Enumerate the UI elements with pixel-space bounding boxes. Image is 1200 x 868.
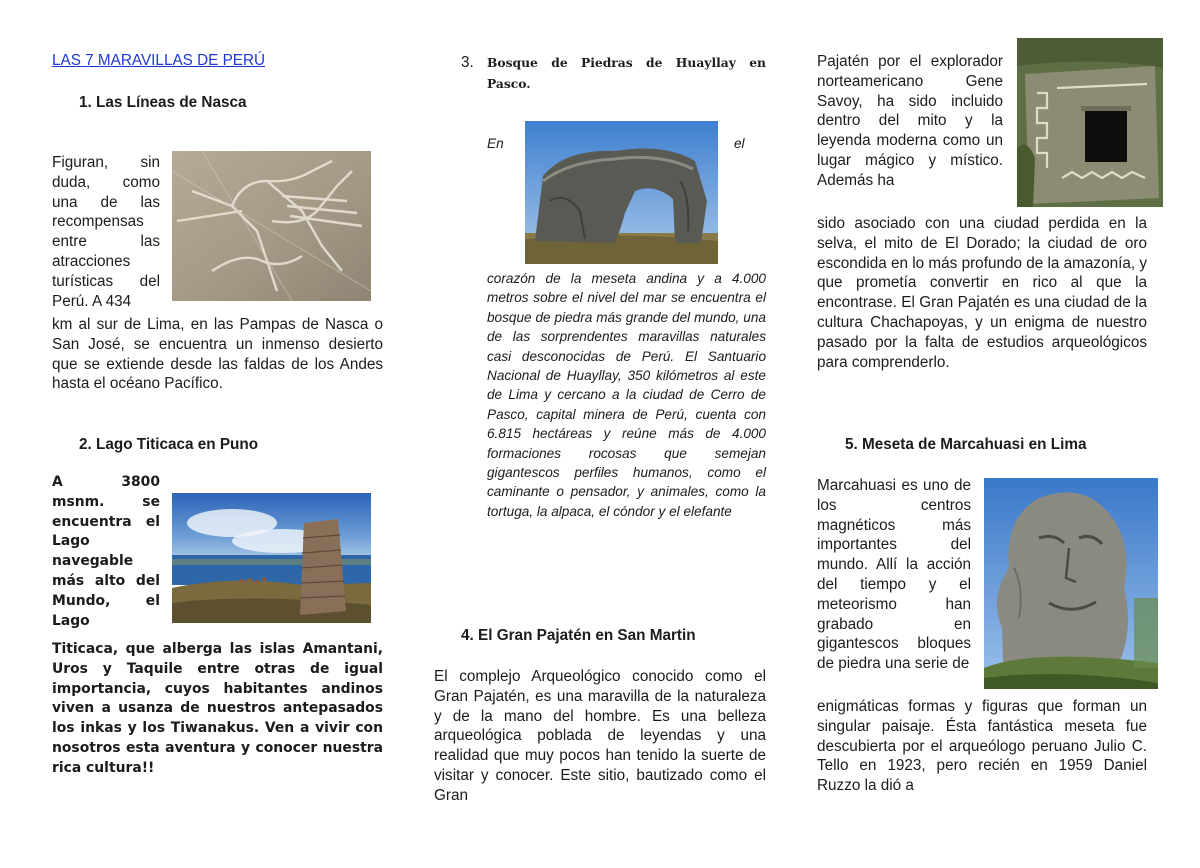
section-4-heading: 4. El Gran Pajatén en San Martin — [461, 627, 696, 644]
section-4-text-b1: Pajatén por el explorador norteamericano Gene Savoy, ha sido incluido dentro del mito y la leyenda moderna como un lugar mágico y místico. Además ha — [817, 53, 1003, 189]
section-2-heading: 2. Lago Titicaca en Puno — [79, 436, 259, 453]
page-title[interactable]: LAS 7 MARAVILLAS DE PERÚ — [52, 52, 266, 69]
gran-pajaten-ruins-photo — [1017, 38, 1163, 207]
section-1-heading: 1. Las Líneas de Nasca — [79, 94, 247, 111]
huayllay-stone-forest-photo — [525, 121, 718, 264]
section-3-text: corazón de la meseta andina y a 4.000 metros sobre el nivel del mar se encuentra el bosque de piedra más grande del mundo, una de las sorprendentes maravillas naturales casi desconocidas de Perú. El Santuario Nacional de Huayllay, 350 kilómetros al este de Lima y cercano a la ciudad de Cerro de Pasco, capital minera de Perú, cuenta con 6.815 hectáreas y reúne más de 4.000 formaciones rocosas que semejan gigantescos perfiles humanos, como el caminante o pensador, y animales, como la tortuga, la alpaca, el cóndor y el elefante — [487, 271, 766, 519]
section-5-text-a: Marcahuasi es uno de los centros magnéticos más importantes del mundo. Allí la acción del tiempo y el meteorismo han grabado en gigantescos bloques de piedra una serie de — [817, 477, 971, 673]
section-2-text-b: Titicaca, que alberga las islas Amantani, Uros y Taquile entre otras de igual importancia, cuyos habitantes andinos viven a usanza de nuestros antepasados los inkas y los Tiwanakus. Ven a vivir con nosotros esta aventura y conocer nuestra rica cultura!! — [52, 641, 383, 776]
section-3-word-right: el — [734, 136, 745, 151]
titicaca-sillustani-photo — [172, 493, 371, 623]
section-4-text-b2: sido asociado con una ciudad perdida en la selva, el mito de El Dorado; la ciudad de oro escondida en lo más profundo de la amazonía, y que prometía convertir en rico al que la encontrase. El Gran Pajatén es una ciudad de la cultura Chachapoyas, y un enigma de nuestro pasado por la falta de estudios arqueológicos para comprenderlo. — [817, 215, 1147, 371]
section-3-heading: Bosque de Piedras de Huayllay en Pasco. — [487, 55, 766, 91]
section-1-text-a: Figuran, sin duda, como una de las recompensas entre las atracciones turísticas del Perú. A 434 — [52, 154, 160, 310]
section-5-heading: 5. Meseta de Marcahuasi en Lima — [845, 436, 1087, 453]
section-3-word-left: En — [487, 136, 504, 151]
section-3-number: 3. — [461, 54, 474, 71]
section-2-text-a: A 3800 msnm. se encuentra el Lago navegable más alto del Mundo, el Lago — [52, 474, 160, 629]
section-1-text-b: km al sur de Lima, en las Pampas de Nasca o San José, se encuentra un inmenso desierto que se extiende desde las faldas de los Andes hasta el océano Pacífico. — [52, 316, 383, 393]
marcahuasi-rock-face-photo — [984, 478, 1158, 689]
section-4-text-a: El complejo Arqueológico conocido como el Gran Pajatén, es una maravilla de la naturaleza y de la mano del hombre. Es una belleza arqueológica poblada de leyendas y una realidad que muy pocos han tenido la suerte de visitar y conocer. Este sitio, bautizado como el Gran — [434, 668, 766, 804]
section-5-text-b: enigmáticas formas y figuras que forman un singular paisaje. Ésta fantástica meseta fue descubierta por el arqueólogo peruano Julio C. Tello en 1923, pero recién en 1959 Daniel Ruzzo la dió a — [817, 698, 1147, 795]
nasca-lines-photo — [172, 151, 371, 301]
